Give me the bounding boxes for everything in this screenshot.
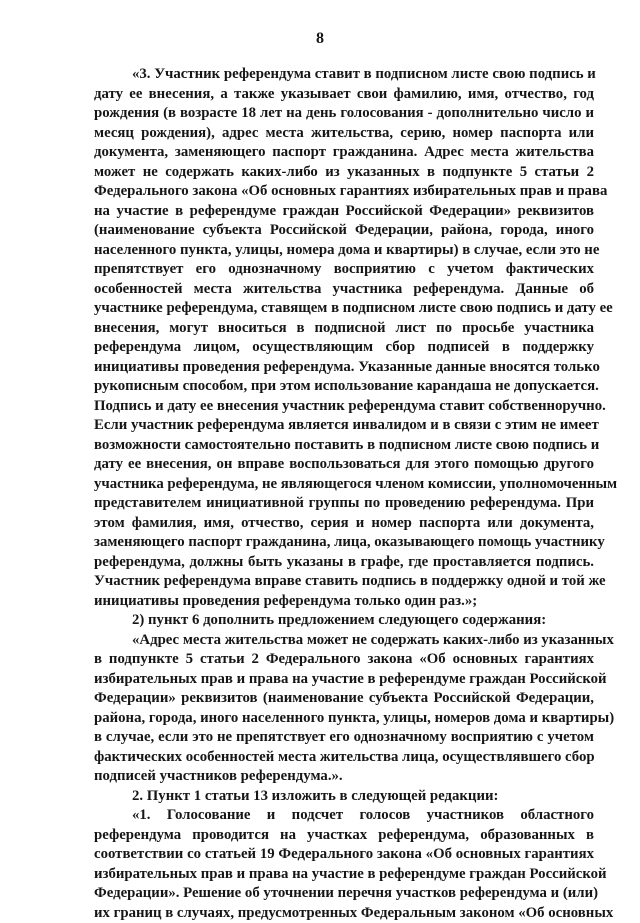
text-line: на участие в референдуме граждан Российской Федерации» реквизитов	[94, 202, 594, 222]
text-line: «Адрес места жительства может не содержать каких-либо из указанных	[94, 631, 594, 651]
text-line: 2) пункт 6 дополнить предложением следующего содержания:	[94, 611, 594, 631]
text-line: в случае, если это не препятствует его однозначному восприятию с учетом	[94, 728, 594, 748]
text-line: их границ в случаях, предусмотренных Федеральным законом «Об основных	[94, 904, 594, 923]
text-line: Если участник референдума является инвалидом и в связи с этим не имеет	[94, 416, 594, 436]
text-line: избирательных прав и права на участие в референдуме граждан Российской	[94, 670, 594, 690]
text-line: Федерации» реквизитов (наименование субъекта Российской Федерации,	[94, 689, 594, 709]
document-body	[94, 65, 594, 923]
paragraph	[94, 611, 594, 631]
text-line: инициативы проведения референдума. Указанные данные вносятся только	[94, 358, 594, 378]
text-line: дату ее внесения, а также указывает свои фамилию, имя, отчество, год	[94, 85, 594, 105]
text-line: особенностей места жительства участника референдума. Данные об	[94, 280, 594, 300]
text-line: может не содержать каких-либо из указанных в подпункте 5 статьи 2	[94, 163, 594, 183]
text-line: избирательных прав и права на участие в референдуме граждан Российской	[94, 865, 594, 885]
text-line: месяц рождения), адрес места жительства, серию, номер паспорта или	[94, 124, 594, 144]
text-line: рождения (в возрасте 18 лет на день голосования - дополнительно число и	[94, 104, 594, 124]
text-line: (наименование субъекта Российской Федерации, района, города, иного	[94, 221, 594, 241]
text-line: препятствует его однозначному восприятию с учетом фактических	[94, 260, 594, 280]
text-line: 2. Пункт 1 статьи 13 изложить в следующей редакции:	[94, 787, 594, 807]
text-line: референдума лицом, осуществляющим сбор подписей в поддержку	[94, 338, 594, 358]
text-line: участника референдума, не являющегося членом комиссии, уполномоченным	[94, 475, 594, 495]
text-line: документа, заменяющего паспорт гражданина. Адрес места жительства	[94, 143, 594, 163]
text-line: фактических особенностей места жительства лица, осуществлявшего сбор	[94, 748, 594, 768]
text-line: подписей участников референдума.».	[94, 767, 594, 787]
text-line: дату ее внесения, он вправе воспользоваться для этого помощью другого	[94, 455, 594, 475]
text-line: участнике референдума, ставящем в подписном листе свою подпись и дату ее	[94, 299, 594, 319]
text-line: Федерации». Решение об уточнении перечня участков референдума и (или)	[94, 884, 594, 904]
text-line: референдума, должны быть указаны в графе, где проставляется подпись.	[94, 553, 594, 573]
paragraph	[94, 787, 594, 807]
text-line: возможности самостоятельно поставить в подписном листе свою подпись и	[94, 436, 594, 456]
paragraph	[94, 631, 594, 787]
text-line: этом фамилия, имя, отчество, серия и номер паспорта или документа,	[94, 514, 594, 534]
text-line: Подпись и дату ее внесения участник референдума ставит собственноручно.	[94, 397, 594, 417]
paragraph	[94, 65, 594, 611]
text-line: района, города, иного населенного пункта, улицы, номеров дома и квартиры)	[94, 709, 594, 729]
text-line: заменяющего паспорт гражданина, лица, оказывающего помощь участнику	[94, 533, 594, 553]
text-line: Федерального закона «Об основных гарантиях избирательных прав и права	[94, 182, 594, 202]
text-line: «1. Голосование и подсчет голосов участников областного	[94, 806, 594, 826]
text-line: соответствии со статьей 19 Федерального закона «Об основных гарантиях	[94, 845, 594, 865]
text-line: в подпункте 5 статьи 2 Федерального закона «Об основных гарантиях	[94, 650, 594, 670]
text-line: референдума проводится на участках референдума, образованных в	[94, 826, 594, 846]
text-line: рукописным способом, при этом использование карандаша не допускается.	[94, 377, 594, 397]
text-line: инициативы проведения референдума только один раз.»;	[94, 592, 594, 612]
text-line: Участник референдума вправе ставить подпись в поддержку одной и той же	[94, 572, 594, 592]
text-line: населенного пункта, улицы, номера дома и квартиры) в случае, если это не	[94, 241, 594, 261]
text-line: внесения, могут вноситься в подписной лист по просьбе участника	[94, 319, 594, 339]
paragraph	[94, 806, 594, 923]
page-number: 8	[0, 30, 640, 48]
text-line: «3. Участник референдума ставит в подписном листе свою подпись и	[94, 65, 594, 85]
text-line: представителем инициативной группы по проведению референдума. При	[94, 494, 594, 514]
